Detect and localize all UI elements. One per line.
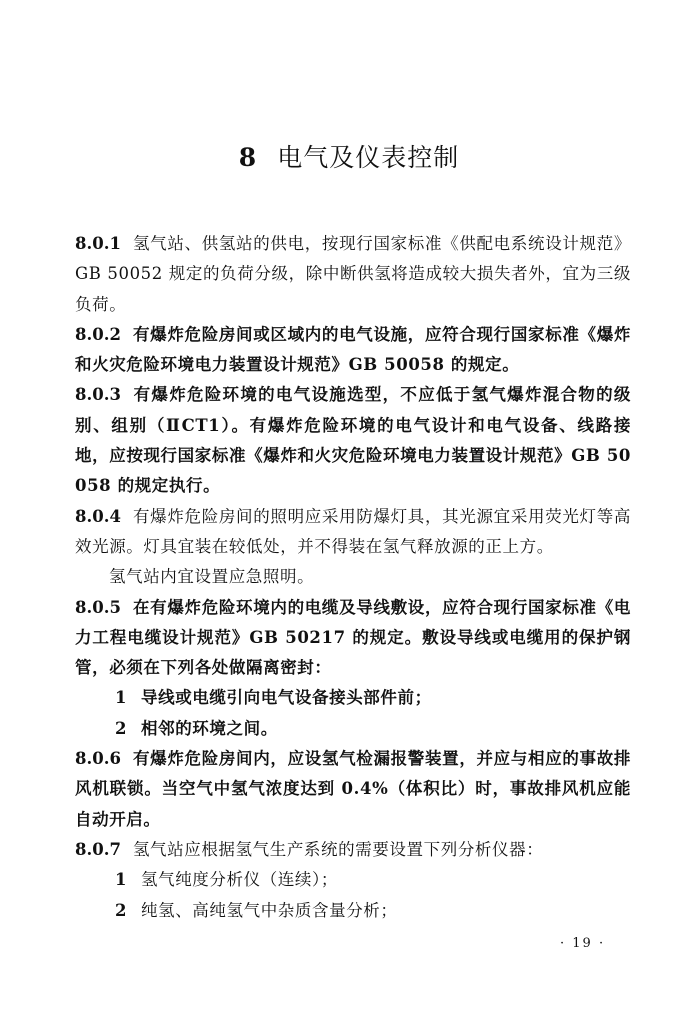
list-item (75, 896, 631, 926)
chapter-number: 8 (238, 143, 258, 172)
clause-text: 有爆炸危险房间内，应设氢气检漏报警装置，并应与相应的事故排风机联锁。当空气中氢气浓度达到 0.4%（体积比）时，事故排风机应能自动开启。 (75, 749, 631, 829)
clause-number: 8.0.1 (75, 234, 121, 253)
list-item-text: 氢气纯度分析仪（连续）； (141, 870, 338, 890)
clause-8-0-7 (75, 835, 631, 865)
clause-text: 有爆炸危险环境的电气设施选型，不应低于氢气爆炸混合物的级别、组别（ⅡCT1）。有爆炸危险环境的电气设计和电气设备、线路接地，应按现行国家标准《爆炸和火灾危险环境电力装置设计规范》GB 50058 的规定执行。 (75, 385, 631, 496)
chapter-title (0, 140, 698, 176)
clause-number: 8.0.2 (75, 324, 121, 344)
clause-8-0-4-extra: 氢气站内宜设置应急照明。 (109, 567, 315, 587)
list-item-number: 1 (115, 870, 128, 890)
clause-text: 在有爆炸危险环境内的电缆及导线敷设，应符合现行国家标准《电力工程电缆设计规范》GB 50217 的规定。敷设导线或电缆用的保护钢管，必须在下列各处做隔离密封： (75, 597, 631, 678)
clause-8-0-3 (75, 380, 631, 501)
list-item (75, 865, 631, 895)
clause-text: 氢气站、供氢站的供电，按现行国家标准《供配电系统设计规范》GB 50052 规定的负荷分级，除中断供氢将造成较大损失者外，宜为三级负荷。 (75, 234, 631, 314)
clause-8-0-2 (75, 320, 631, 381)
clause-text: 有爆炸危险房间或区域内的电气设施，应符合现行国家标准《爆炸和火灾危险环境电力装置设计规范》GB 50058 的规定。 (75, 324, 631, 375)
clause-number: 8.0.3 (75, 385, 121, 405)
list-item-text: 相邻的环境之间。 (141, 718, 278, 738)
list-item-number: 2 (115, 718, 128, 738)
clause-text: 氢气站应根据氢气生产系统的需要设置下列分析仪器： (132, 839, 544, 859)
list-item-number: 1 (115, 688, 128, 708)
list-item-text: 纯氢、高纯氢气中杂质含量分析； (141, 900, 398, 920)
list-item-number: 2 (115, 900, 128, 920)
clause-8-0-5 (75, 593, 631, 684)
clause-number: 8.0.6 (75, 749, 121, 769)
clause-8-0-1 (75, 229, 631, 320)
clause-text: 有爆炸危险房间的照明应采用防爆灯具，其光源宜采用荧光灯等高效光源。灯具宜装在较低处，并不得装在氢气释放源的正上方。 (75, 506, 631, 556)
list-item (75, 683, 631, 713)
list-item (75, 714, 631, 744)
clause-8-0-6 (75, 744, 631, 835)
clause-number: 8.0.4 (75, 506, 121, 526)
list-item-text: 导线或电缆引向电气设备接头部件前； (141, 688, 432, 708)
page-number: · 19 · (560, 936, 606, 951)
clause-8-0-4 (75, 502, 631, 563)
body-text (75, 229, 631, 926)
clause-number: 8.0.7 (75, 839, 121, 859)
clause-number: 8.0.5 (75, 597, 121, 617)
chapter-title-text: 电气及仪表控制 (277, 143, 460, 172)
